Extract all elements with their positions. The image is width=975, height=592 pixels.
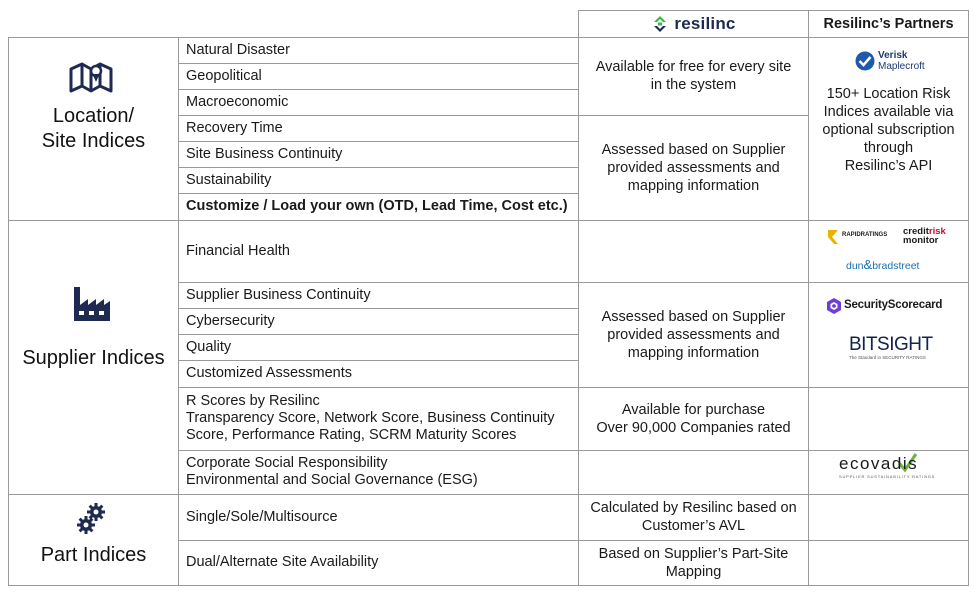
index-row: Site Business Continuity xyxy=(186,145,343,162)
resilinc-cell-part-single: Calculated by Resilinc based on Customer’s AVL xyxy=(590,500,797,534)
partners-location-text: 150+ Location Risk Indices available via optional subscription through Resilinc’s API xyxy=(822,86,955,174)
verisk-line2: Maplecroft xyxy=(878,61,925,72)
index-row: Quality xyxy=(186,338,232,355)
factory-icon xyxy=(72,283,112,323)
partners-header xyxy=(809,11,968,37)
resilinc-logo-text: resilinc xyxy=(674,14,736,33)
resilinc-cell-supplier-assessed: Assessed based on Supplier provided assessments and mapping information xyxy=(601,308,786,361)
category-location: Location/ Site Indices xyxy=(41,105,146,152)
index-row: Customized Assessments xyxy=(186,365,353,381)
index-row: Sustainability xyxy=(186,171,272,188)
index-row-esg: Corporate Social Responsibility Environmental and Social Governance (ESG) xyxy=(186,455,478,488)
index-row: Recovery Time xyxy=(186,119,283,136)
index-row-r-scores: R Scores by Resilinc Transparency Score, Network Score, Business Continuity Score, Performance Rating, SCRM Maturity Scores xyxy=(186,393,555,443)
index-row: Supplier Business Continuity xyxy=(186,286,371,303)
gears-icon xyxy=(77,503,107,535)
index-row: Geopolitical xyxy=(186,67,262,84)
index-row: Single/Sole/Multisource xyxy=(186,508,338,525)
resilinc-mark-icon xyxy=(651,15,669,33)
index-row: Dual/Alternate Site Availability xyxy=(186,554,379,570)
resilinc-logo xyxy=(579,11,808,37)
grid-line xyxy=(968,10,969,585)
verisk-line1: Verisk xyxy=(878,50,908,61)
index-row-customize: Customize / Load your own (OTD, Lead Time, Cost etc.) xyxy=(186,198,568,214)
partners-title: Resilinc’s Partners xyxy=(823,16,954,32)
category-part: Part Indices xyxy=(40,544,147,566)
bitsight-logo: BITSIGHT The Standard in SECURITY RATINGS xyxy=(849,334,933,360)
security-scorecard-logo: SecurityScorecard xyxy=(826,298,951,316)
map-icon xyxy=(69,61,113,93)
rapid-ratings-mark-icon xyxy=(828,230,840,244)
resilinc-cell-part-dual: Based on Supplier’s Part-Site Mapping xyxy=(598,545,789,580)
index-row: Natural Disaster xyxy=(186,41,290,58)
grid-line xyxy=(8,585,969,586)
rapid-ratings-logo: RAPIDRATINGS xyxy=(828,229,888,245)
index-row: Macroeconomic xyxy=(186,93,289,110)
security-scorecard-mark-icon xyxy=(826,298,842,314)
credit-risk-monitor-logo: creditrisk monitor xyxy=(903,226,946,246)
verisk-maplecroft-logo xyxy=(855,50,935,74)
dun-bradstreet-logo: dun&bradstreet xyxy=(846,257,920,272)
resilinc-cell-location-free: Available for free for every site in the system xyxy=(595,59,792,93)
resilinc-cell-r-scores: Available for purchase Over 90,000 Companies rated xyxy=(596,401,791,436)
resilinc-cell-location-assessed: Assessed based on Supplier provided assessments and mapping information xyxy=(601,141,786,194)
verisk-check-icon xyxy=(855,51,875,71)
ecovadis-logo: ecovadis SUPPLIER SUSTAINABILITY RATINGS xyxy=(839,454,936,479)
index-row: Cybersecurity xyxy=(186,312,275,329)
category-supplier: Supplier Indices xyxy=(22,347,165,369)
index-row: Financial Health xyxy=(186,242,290,259)
